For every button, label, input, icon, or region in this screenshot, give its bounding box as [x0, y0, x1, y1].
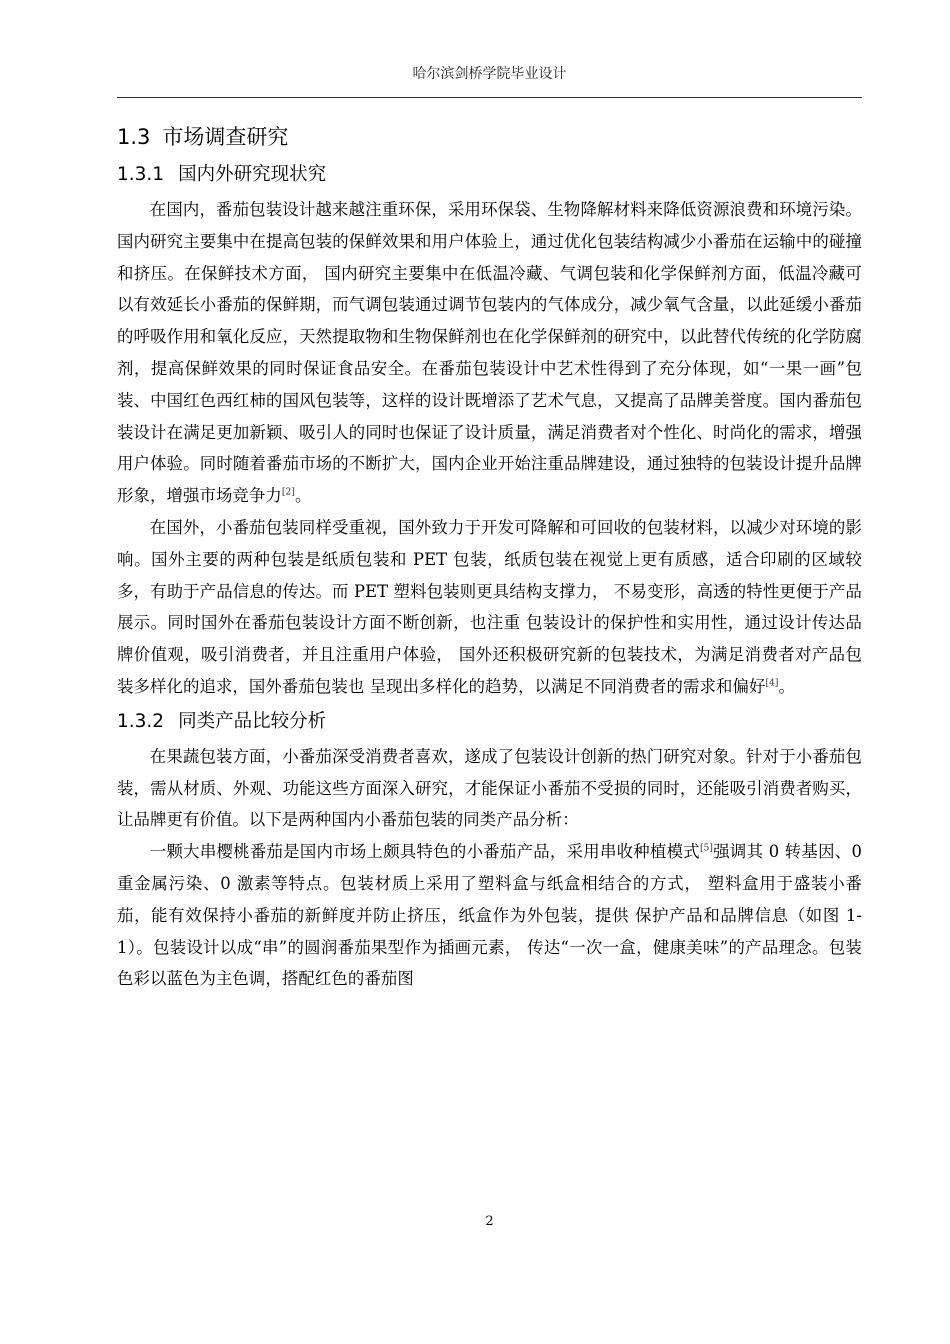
paragraph-text: 一颗大串樱桃番茄是国内市场上颇具特色的小番茄产品，采用串收种植模式: [149, 842, 700, 862]
section-number: 1.3: [117, 125, 151, 149]
citation: [4]: [765, 678, 779, 689]
section-heading-1-3-2: [117, 703, 862, 741]
section-title: 同类产品比较分析: [178, 710, 327, 732]
paragraph-product-analysis: [117, 836, 862, 995]
paragraph-domestic-research: [117, 194, 862, 512]
page-header: 哈尔滨剑桥学院毕业设计: [412, 66, 567, 82]
page-content: [117, 112, 862, 995]
paragraph-text: 强调其 0 转基因、0 重金属污染、0 激素等特点。包装材质上采用了塑料盒与纸盒相结合的方式， 塑料盒用于盛装小番茄，能有效保持小番茄的新鲜度并防止挤压，纸盒作为外包装，提供 保护产品和品牌信息（如图 1-1）。包装设计以成“串”的圆润番茄果型作为插画元素， 传达“一次一盒，健康美味”的产品理念。包装色彩以蓝色为主色调，搭配红色的番茄图: [117, 842, 862, 989]
section-heading-1-3-1: [117, 156, 862, 194]
section-title: 市场调查研究: [162, 125, 289, 149]
paragraph-end: 。: [294, 486, 312, 506]
section-number: 1.3.2: [117, 710, 165, 732]
citation: [2]: [281, 487, 295, 498]
header-divider: [117, 97, 862, 98]
section-number: 1.3.1: [117, 164, 165, 185]
paragraph-text: 在国内，番茄包装设计越来越注重环保，采用环保袋、生物降解材料来降低资源浪费和环境污染。国内研究主要集中在提高包装的保鲜效果和用户体验上，通过优化包装结构减少小番茄在运输中的碰撞和挤压。在保鲜技术方面， 国内研究主要集中在低温冷藏、气调包装和化学保鲜剂方面，低温冷藏可以有效延长小番茄的保鲜期，而气调包装通过调节包装内的气体成分，减少氧气含量，以此延缓小番茄的呼吸作用和氧化反应，天然提取物和生物保鲜剂也在化学保鲜剂的研究中，以此替代传统的化学防腐剂，提高保鲜效果的同时保证食品安全。在番茄包装设计中艺术性得到了充分体现，如“一果一画”包装、中国红色西红柿的国风包装等，这样的设计既增添了艺术气息，又提高了品牌美誉度。国内番茄包装设计在满足更加新颖、吸引人的同时也保证了设计质量，满足消费者对个性化、时尚化的需求，增强用户体验。同时随着番茄市场的不断扩大，国内企业开始注重品牌建设，通过独特的包装设计提升品牌形象，增强市场竞争力: [117, 200, 862, 506]
page-number: 2: [485, 1214, 494, 1229]
paragraph-foreign-research: [117, 512, 862, 703]
section-title: 国内外研究现状究: [178, 164, 327, 185]
section-heading-1-3: [117, 118, 862, 156]
citation: [5]: [699, 843, 714, 854]
paragraph-product-overview: 在果蔬包装方面，小番茄深受消费者喜欢，遂成了包装设计创新的热门研究对象。针对于小番茄包装，需从材质、外观、功能这些方面深入研究，才能保证小番茄不受损的同时，还能吸引消费者购买，让品牌更有价值。以下是两种国内小番茄包装的同类产品分析：: [117, 746, 862, 830]
paragraph-end: 。: [778, 676, 796, 696]
paragraph-text: 在国外，小番茄包装同样受重视，国外致力于开发可降解和可回收的包装材料，以减少对环境的影响。国外主要的两种包装是纸质包装和 PET 包装，纸质包装在视觉上更有质感，适合印刷的区域较多，有助于产品信息的传达。而 PET 塑料包装则更具结构支撑力， 不易变形，高透的特性更便于产品展示。同时国外在番茄包装设计方面不断创新，也注重 包装设计的保护性和实用性，通过设计传达品牌价值观，吸引消费者，并且注重用户体验， 国外还积极研究新的包装技术，为满足消费者对产品包装多样化的追求，国外番茄包装也 呈现出多样化的趋势，以满足不同消费者的需求和偏好: [117, 517, 862, 696]
